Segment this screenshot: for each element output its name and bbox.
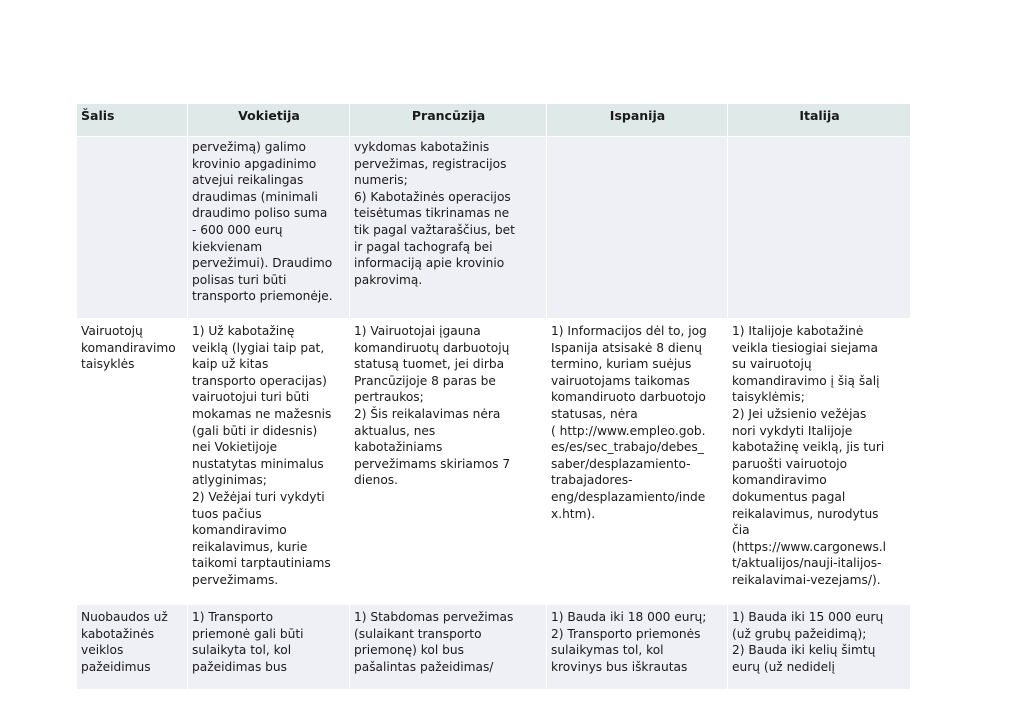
header-france: Prancūzija xyxy=(350,104,547,137)
table-cell: pervežimą) galimo krovinio apgadinimo atvejui reikalingas draudimas (minimali draudimo poliso suma - 600 000 eurų kiekvienam pervežimui). Draudimo polisas turi būti transporto priemonėje. xyxy=(188,137,350,319)
table-row xyxy=(77,605,911,690)
table-cell: 1) Vairuotojai įgauna komandiruotų darbuotojų statusą tuomet, jei dirba Prancūzijoje 8 paras be pertraukos; 2) Šis reikalavimas nėra aktualus, nes kabotažiniams pervežimams skiriamos 7 dienos. xyxy=(350,319,547,605)
table-cell: 1) Už kabotažinę veiklą (lygiai taip pat, kaip už kitas transporto operacijas) vairuotojui turi būti mokamas ne mažesnis (gali būti ir didesnis) nei Vokietijoje nustatytas minimalus atlyginimas; 2) Vežėjai turi vykdyti tuos pačius komandiravimo reikalavimus, kurie taikomi tarptautiniams pervežimams. xyxy=(188,319,350,605)
header-country: Šalis xyxy=(77,104,188,137)
table-cell: 1) Stabdomas pervežimas (sulaikant transporto priemonę) kol bus pašalintas pažeidimas/ xyxy=(350,605,547,690)
header-spain: Ispanija xyxy=(547,104,728,137)
table-cell: 1) Informacijos dėl to, jog Ispanija atsisakė 8 dienų termino, kuriam suėjus vairuotojams taikomas komandiruoto darbuotojo statusas, nėra ( http://www.empleo.gob. es/es/sec_trabajo/debes_ saber/desplazamiento- trabajadores- eng/desplazamiento/inde x.htm). xyxy=(547,319,728,605)
table-header xyxy=(77,104,911,137)
table-cell: 1) Bauda iki 15 000 eurų (už grubų pažeidimą); 2) Bauda iki kelių šimtų eurų (už nedidelį xyxy=(728,605,911,690)
table-cell: Vairuotojų komandiravimo taisyklės xyxy=(77,319,188,605)
table-cell: 1) Bauda iki 18 000 eurų; 2) Transporto priemonės sulaikymas tol, kol krovinys bus iškrautas xyxy=(547,605,728,690)
comparison-table xyxy=(76,103,911,690)
table-row xyxy=(77,137,911,319)
table-row xyxy=(77,319,911,605)
table-cell xyxy=(547,137,728,319)
table-cell xyxy=(728,137,911,319)
header-row xyxy=(77,104,911,137)
header-italy: Italija xyxy=(728,104,911,137)
table-cell: Nuobaudos už kabotažinės veiklos pažeidimus xyxy=(77,605,188,690)
table-cell xyxy=(77,137,188,319)
table-cell: vykdomas kabotažinis pervežimas, registracijos numeris; 6) Kabotažinės operacijos teisėtumas tikrinamas ne tik pagal važtaraščius, bet ir pagal tachografą bei informaciją apie krovinio pakrovimą. xyxy=(350,137,547,319)
table-body xyxy=(77,137,911,690)
table-cell: 1) Transporto priemonė gali būti sulaikyta tol, kol pažeidimas bus xyxy=(188,605,350,690)
table-cell: 1) Italijoje kabotažinė veikla tiesiogiai siejama su vairuotojų komandiravimo į šią šalį taisyklėmis; 2) Jei užsienio vežėjas nori vykdyti Italijoje kabotažinę veiklą, jis turi paruošti vairuotojo komandiravimo dokumentus pagal reikalavimus, nurodytus čia (https://www.cargonews.l t/aktualijos/nauji-italijos- reikalavimai-vezejams/). xyxy=(728,319,911,605)
header-germany: Vokietija xyxy=(188,104,350,137)
